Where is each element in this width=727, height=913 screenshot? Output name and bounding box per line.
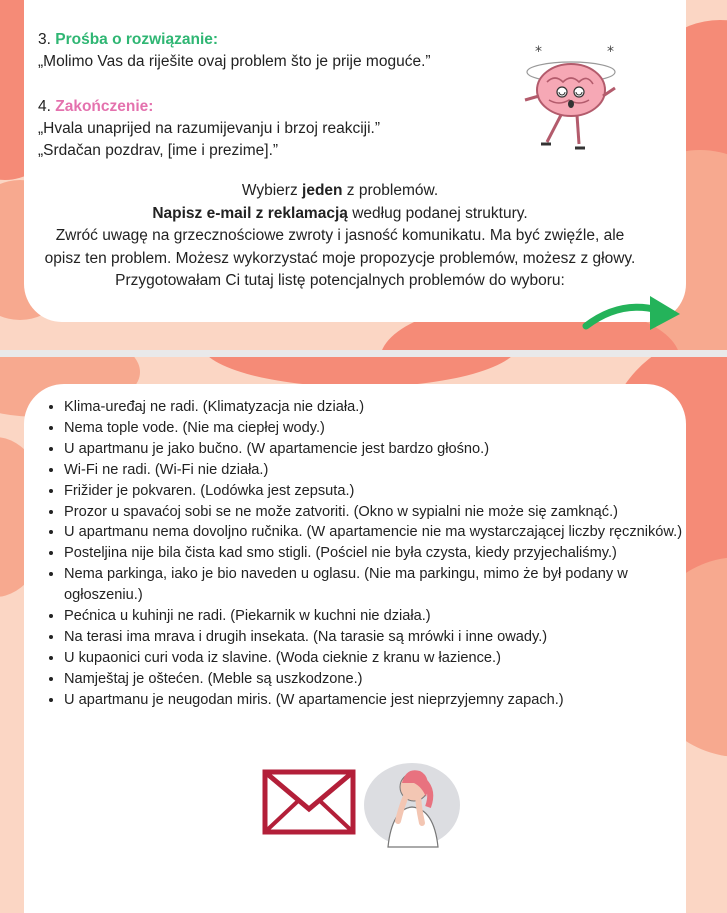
instructions-block — [40, 180, 640, 293]
page-bottom — [0, 357, 727, 913]
instruction-text: Wybierz — [241, 182, 303, 199]
svg-text:*: * — [607, 44, 614, 60]
page-separator — [0, 350, 727, 357]
envelope-icon — [262, 769, 356, 835]
list-item: • Wi-Fi ne radi. (Wi-Fi nie działa.) — [64, 460, 684, 481]
list-item: • U apartmanu je neugodan miris. (W apartamencie jest nieprzyjemny zapach.) — [64, 690, 684, 711]
list-item: • U apartmanu je jako bučno. (W apartamencie jest bardzo głośno.) — [64, 439, 684, 460]
instruction-text: według podanej struktury. — [347, 204, 528, 222]
instruction-text: Zwróć uwagę na grzecznościowe zwroty i jasność komunikatu. Ma być zwięźle, ale opisz ten problem. Możesz wykorzystać moje propozycje problemów, możesz z głowy. Przygotowałam Ci tutaj listę potencjalnych problemów do wyboru: — [44, 227, 636, 289]
list-item: • Nema parkinga, iako je bio naveden u oglasu. (Nie ma parkingu, mimo że był podany w ogłoszeniu.) — [64, 564, 684, 606]
list-item: • Frižider je pokvaren. (Lodówka jest zepsuta.) — [64, 481, 684, 502]
dizzy-brain-icon — [515, 40, 630, 160]
instruction-text: z problemów. — [342, 182, 439, 199]
decor-blob — [200, 357, 520, 387]
section-number: 4. — [38, 98, 51, 115]
list-item: • Klima-uređaj ne radi. (Klimatyzacja nie działa.) — [64, 397, 684, 418]
section-number: 3. — [38, 31, 51, 48]
cut-text-fragment — [38, 0, 42, 8]
section-heading: Prośba o rozwiązanie: — [55, 31, 219, 48]
section-heading: Zakończenie: — [55, 98, 154, 115]
section-line: „Srdačan pozdrav, [ime i prezime].” — [38, 142, 279, 159]
svg-text:*: * — [535, 44, 542, 60]
section-4 — [38, 96, 380, 162]
list-item: • U apartmanu nema dovoljno ručnika. (W apartamencie nie ma wystarczającej liczby ręczników.) — [64, 522, 684, 543]
instruction-bold: jeden — [302, 182, 343, 199]
list-item: • Nema tople vode. (Nie ma ciepłej wody.) — [64, 418, 684, 439]
curved-arrow-icon — [580, 292, 685, 340]
list-item: • Na terasi ima mrava i drugih insekata. (Na tarasie są mrówki i inne owady.) — [64, 627, 684, 648]
instruction-bold: Napisz e-mail z reklamacją — [152, 204, 348, 222]
list-item: • Pećnica u kuhinji ne radi. (Piekarnik w kuchni nie działa.) — [64, 606, 684, 627]
section-3 — [38, 29, 431, 73]
list-item: • U kupaonici curi voda iz slavine. (Woda cieknie z kranu w łazience.) — [64, 648, 684, 669]
stressed-woman-illustration — [362, 761, 462, 849]
section-line: „Hvala unaprijed na razumijevanju i brzoj reakciji.” — [38, 120, 381, 137]
page-top — [0, 0, 727, 350]
list-item: • Prozor u spavaćoj sobi se ne može zatvoriti. (Okno w sypialni nie może się zamknąć.) — [64, 502, 684, 523]
problem-list — [34, 397, 684, 711]
list-item: • Namještaj je oštećen. (Meble są uszkodzone.) — [64, 669, 684, 690]
section-line: „Molimo Vas da riješite ovaj problem što je prije moguće.” — [38, 53, 431, 70]
list-item: • Posteljina nije bila čista kad smo stigli. (Pościel nie była czysta, kiedy przyjechaliśmy.) — [64, 543, 684, 564]
